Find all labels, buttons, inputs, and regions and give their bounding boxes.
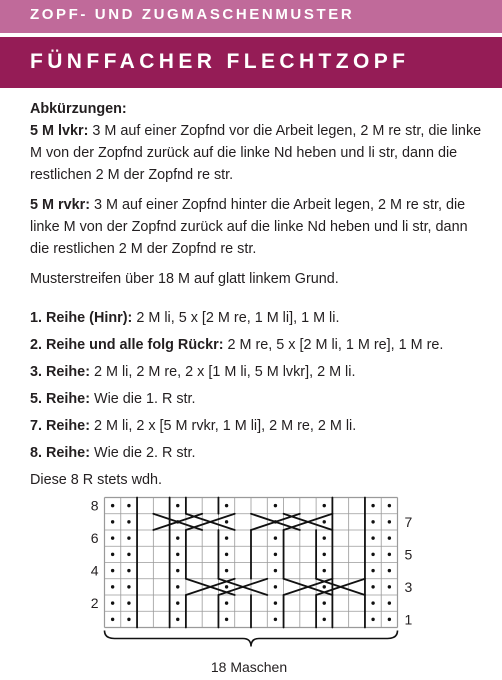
purl-dot [176, 601, 179, 604]
purl-dot [127, 504, 130, 507]
purl-dot [225, 553, 228, 556]
width-label: 18 Maschen [210, 659, 288, 675]
pattern-title: FÜNFFACHER FLECHTZOPF [30, 50, 410, 73]
row-number-left: 4 [90, 562, 99, 579]
purl-dot [176, 618, 179, 621]
stripe-description: Musterstreifen über 18 M auf glatt linkem Grund. [30, 271, 339, 287]
purl-dot [371, 601, 374, 604]
row-label: 5. Reihe: [30, 391, 90, 407]
purl-dot [388, 553, 391, 556]
purl-dot [323, 536, 326, 539]
purl-dot [176, 585, 179, 588]
purl-dot [176, 536, 179, 539]
row-label: 3. Reihe: [30, 364, 90, 380]
purl-dot [388, 601, 391, 604]
purl-dot [371, 536, 374, 539]
category-title: ZOPF- UND ZUGMASCHENMUSTER [30, 6, 355, 23]
purl-dot [274, 585, 277, 588]
purl-dot [371, 504, 374, 507]
purl-dot [127, 536, 130, 539]
row-number-right: 3 [404, 578, 413, 595]
purl-dot [111, 520, 114, 523]
row-text: Wie die 2. R str. [89, 445, 196, 461]
purl-dot [274, 569, 277, 572]
repeat-note: Diese 8 R stets wdh. [30, 472, 162, 488]
purl-dot [176, 553, 179, 556]
abbreviation-lvkr-text: 3 M auf einer Zopfnd vor die Arbeit legen, 2 M re str, die linke M von der Zopfnd zurück auf die linke Nd heben und li str, dann die restlichen 2 M der Zopfnd re str. [30, 123, 482, 183]
purl-dot [111, 553, 114, 556]
purl-dot [225, 618, 228, 621]
purl-dot [388, 585, 391, 588]
row-number-right: 7 [404, 513, 413, 530]
purl-dot [111, 504, 114, 507]
row-number-right: 1 [404, 611, 413, 628]
row-label: 2. Reihe und alle folg Rückr: [30, 337, 224, 353]
purl-dot [111, 569, 114, 572]
width-brace [105, 631, 398, 647]
purl-dot [127, 520, 130, 523]
purl-dot [323, 618, 326, 621]
row-text: 2 M li, 5 x [2 M re, 1 M li], 1 M li. [132, 310, 340, 326]
row-number-left: 8 [90, 497, 99, 514]
purl-dot [388, 569, 391, 572]
row-number-left: 2 [90, 595, 99, 612]
row-text: 2 M li, 2 x [5 M rvkr, 1 M li], 2 M re, 2 M li. [89, 418, 357, 434]
purl-dot [127, 553, 130, 556]
purl-dot [111, 601, 114, 604]
purl-dot [225, 520, 228, 523]
purl-dot [176, 569, 179, 572]
purl-dot [371, 553, 374, 556]
abbreviation-rvkr-text: 3 M auf einer Zopfnd hinter die Arbeit legen, 2 M re str, die linke M von der Zopfnd zurück auf die linke Nd heben und li str, dann die restlichen 2 M der Zopfnd re str. [30, 197, 468, 257]
purl-dot [274, 618, 277, 621]
purl-dot [371, 618, 374, 621]
purl-dot [323, 520, 326, 523]
purl-dot [225, 601, 228, 604]
purl-dot [111, 585, 114, 588]
purl-dot [274, 504, 277, 507]
purl-dot [176, 504, 179, 507]
row-text: 2 M li, 2 M re, 2 x [1 M li, 5 M lvkr], 2 M li. [89, 364, 356, 380]
row-text: Wie die 1. R str. [89, 391, 196, 407]
purl-dot [127, 569, 130, 572]
purl-dot [127, 585, 130, 588]
row-label: 1. Reihe (Hinr): [30, 310, 133, 326]
purl-dot [225, 569, 228, 572]
purl-dot [127, 601, 130, 604]
purl-dot [323, 504, 326, 507]
purl-dot [371, 520, 374, 523]
purl-dot [274, 601, 277, 604]
purl-dot [111, 536, 114, 539]
purl-dot [274, 553, 277, 556]
purl-dot [323, 553, 326, 556]
row-label: 8. Reihe: [30, 445, 90, 461]
purl-dot [274, 536, 277, 539]
purl-dot [225, 504, 228, 507]
row-label: 7. Reihe: [30, 418, 90, 434]
purl-dot [323, 601, 326, 604]
purl-dot [388, 520, 391, 523]
abbreviation-lvkr-term: 5 M lvkr: [30, 123, 89, 139]
abbreviation-rvkr-term: 5 M rvkr: [30, 197, 90, 213]
row-number-right: 5 [404, 546, 413, 563]
abbreviations-heading: Abkürzungen: [30, 101, 127, 117]
purl-dot [225, 536, 228, 539]
purl-dot [371, 585, 374, 588]
purl-dot [225, 585, 228, 588]
purl-dot [388, 504, 391, 507]
purl-dot [323, 569, 326, 572]
row-number-left: 6 [90, 530, 99, 547]
purl-dot [323, 585, 326, 588]
purl-dot [388, 536, 391, 539]
purl-dot [111, 618, 114, 621]
purl-dot [127, 618, 130, 621]
purl-dot [371, 569, 374, 572]
purl-dot [388, 618, 391, 621]
row-text: 2 M re, 5 x [2 M li, 1 M re], 1 M re. [223, 337, 444, 353]
